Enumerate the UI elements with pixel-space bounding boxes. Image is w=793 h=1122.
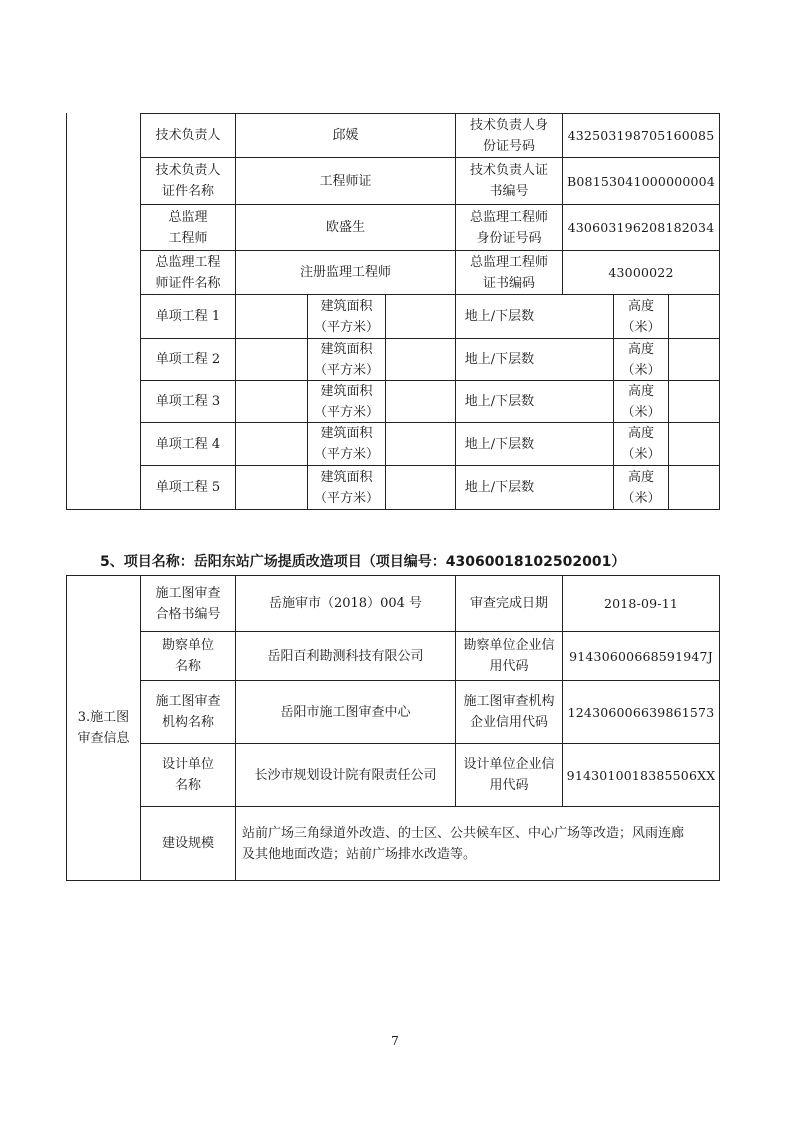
chief-supervisor-cert-number: 43000022 bbox=[608, 265, 674, 280]
survey-unit-name: 岳阳百利勘测科技有限公司 bbox=[267, 648, 424, 664]
chief-supervisor-cert-label: 总监理工程 师证件名称 bbox=[155, 254, 221, 291]
sub-item-height-label: 高度 （米） bbox=[621, 341, 661, 378]
category-label: 3.施工图 审查信息 bbox=[77, 710, 130, 746]
sub-item-height-label: 高度 （米） bbox=[621, 469, 661, 506]
sub-item-floors-label: 地上/下层数 bbox=[464, 309, 535, 324]
sub-item-area-label: 建筑面积 （平方米） bbox=[313, 298, 379, 335]
tech-lead-id-number: 432503198705160085 bbox=[567, 128, 715, 143]
tech-lead-cert-label: 技术负责人 证件名称 bbox=[155, 163, 221, 199]
chief-supervisor-cert-no-label: 总监理工程师 证书编码 bbox=[469, 254, 548, 291]
chief-supervisor-id-label: 总监理工程师 身份证号码 bbox=[469, 209, 548, 246]
design-credit-code-label: 设计单位企业信 用代码 bbox=[463, 757, 555, 793]
sub-item-height-label: 高度 （米） bbox=[621, 383, 661, 420]
sub-item-floors-label: 地上/下层数 bbox=[464, 436, 535, 452]
sub-item-name: 单项工程 5 bbox=[155, 480, 221, 495]
sub-item-floors-label: 地上/下层数 bbox=[464, 480, 535, 495]
construction-scale-label: 建设规模 bbox=[161, 836, 214, 851]
sub-item-floors-label: 地上/下层数 bbox=[464, 352, 535, 367]
review-agency-credit-code: 124306006639861573 bbox=[567, 704, 715, 720]
review-date: 2018-09-11 bbox=[603, 596, 679, 611]
design-credit-code: 9143010018385506XX bbox=[566, 767, 716, 783]
chief-supervisor-cert-name: 注册监理工程师 bbox=[299, 265, 391, 280]
review-agency-name: 岳阳市施工图审查中心 bbox=[280, 704, 411, 720]
review-cert-no-label: 施工图审查 合格书编号 bbox=[155, 585, 221, 622]
sub-item-name: 单项工程 2 bbox=[155, 352, 221, 367]
survey-unit-label: 勘察单位 名称 bbox=[161, 638, 214, 674]
tech-lead-cert-no-label: 技术负责人证 书编号 bbox=[469, 163, 548, 199]
design-unit-name: 长沙市规划设计院有限责任公司 bbox=[254, 767, 437, 783]
sub-item-name: 单项工程 1 bbox=[155, 309, 221, 324]
chief-supervisor-name: 欧盛生 bbox=[325, 220, 365, 235]
sub-item-area-label: 建筑面积 （平方米） bbox=[313, 469, 379, 506]
sub-item-name: 单项工程 3 bbox=[155, 394, 221, 409]
review-cert-no: 岳施审市（2018）004 号 bbox=[268, 596, 423, 611]
sub-item-area-label: 建筑面积 （平方米） bbox=[313, 383, 379, 420]
tech-lead-id-label: 技术负责人身 份证号码 bbox=[469, 117, 548, 154]
sub-item-area-label: 建筑面积 （平方米） bbox=[313, 426, 379, 462]
construction-scale-value: 站前广场三角绿道外改造、的士区、公共候车区、中心广场等改造；风雨连廊 及其他地面改造；站前广场排水改造等。 bbox=[242, 825, 685, 862]
chief-supervisor-label: 总监理 工程师 bbox=[168, 209, 208, 246]
tech-lead-name: 邱媛 bbox=[332, 128, 359, 143]
page-number: 7 bbox=[391, 1034, 399, 1048]
survey-credit-code: 91430600668591947J bbox=[569, 648, 713, 664]
tech-lead-cert-number: B08153041000000004 bbox=[567, 173, 715, 189]
review-agency-credit-label: 施工图审查机构 企业信用代码 bbox=[463, 694, 555, 730]
review-agency-label: 施工图审查 机构名称 bbox=[155, 694, 221, 730]
tech-lead-label: 技术负责人 bbox=[155, 128, 221, 143]
sub-item-height-label: 高度 （米） bbox=[621, 298, 661, 335]
sub-item-name: 单项工程 4 bbox=[155, 436, 221, 452]
sub-item-height-label: 高度 （米） bbox=[621, 426, 661, 462]
sub-item-area-label: 建筑面积 （平方米） bbox=[313, 341, 379, 378]
section-heading: 5、项目名称：岳阳东站广场提质改造项目（项目编号：43060018102502001） bbox=[100, 554, 626, 570]
design-unit-label: 设计单位 名称 bbox=[161, 757, 214, 793]
chief-supervisor-id-number: 430603196208182034 bbox=[567, 220, 715, 235]
sub-item-floors-label: 地上/下层数 bbox=[464, 394, 535, 409]
review-date-label: 审查完成日期 bbox=[469, 596, 548, 611]
survey-credit-code-label: 勘察单位企业信 用代码 bbox=[463, 638, 555, 674]
tech-lead-cert-name: 工程师证 bbox=[319, 173, 372, 189]
